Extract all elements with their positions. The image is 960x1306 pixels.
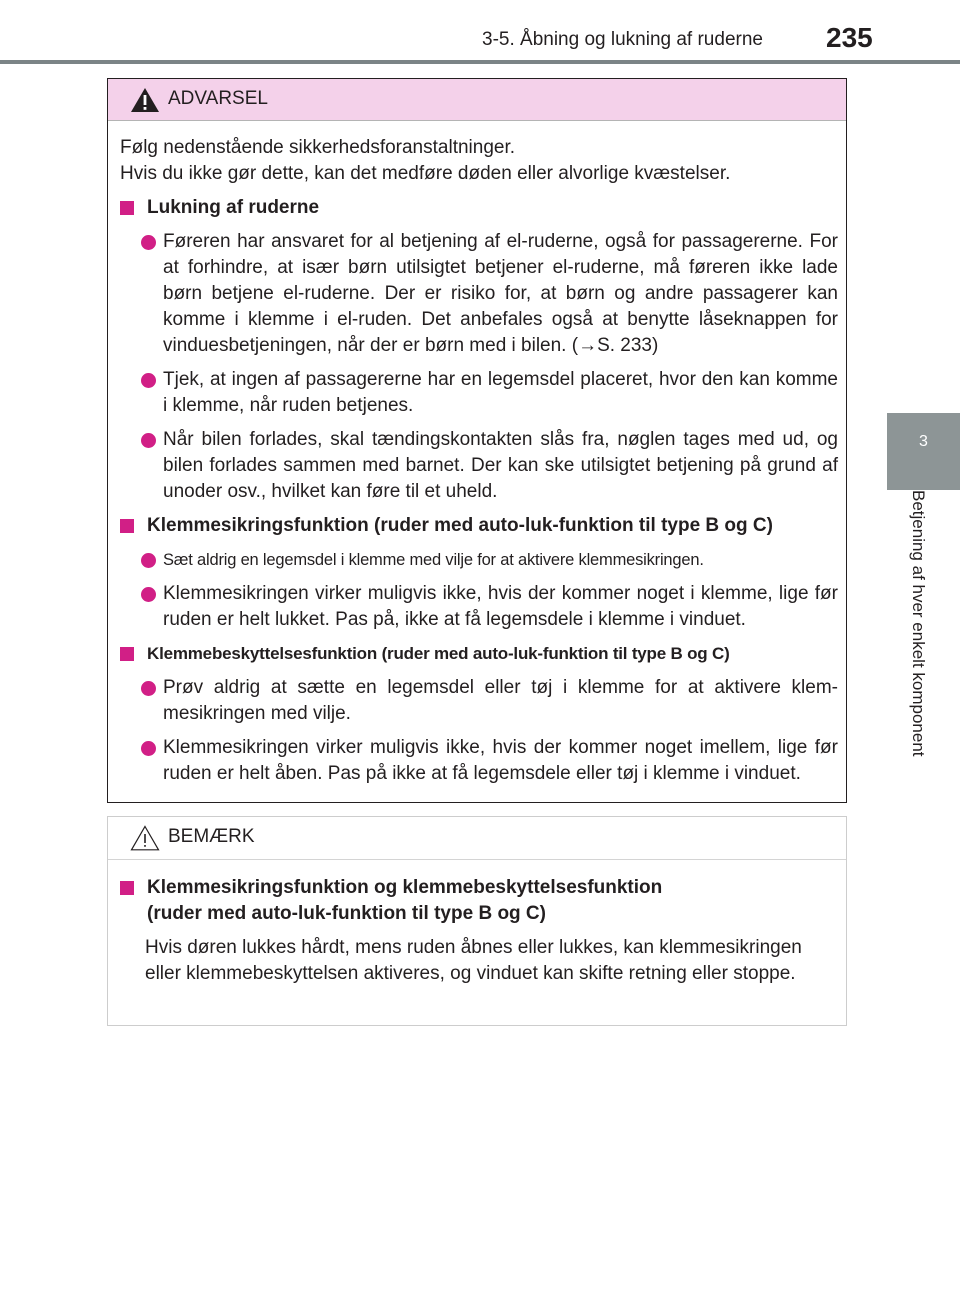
chapter-title: Betjening af hver enkelt komponent	[909, 490, 928, 757]
list-item	[120, 675, 838, 727]
round-bullet-icon	[141, 235, 156, 250]
round-bullet-icon	[141, 553, 156, 568]
warning-content	[120, 135, 838, 787]
warning-box	[107, 78, 847, 803]
square-bullet-icon	[120, 201, 134, 215]
round-bullet-icon	[141, 587, 156, 602]
section-heading-text: Lukning af ruderne	[147, 197, 320, 218]
note-label: BEMÆRK	[168, 826, 255, 847]
round-bullet-icon	[141, 681, 156, 696]
round-bullet-icon	[141, 741, 156, 756]
list-item	[120, 367, 838, 419]
square-bullet-icon	[120, 519, 134, 533]
section-heading	[120, 875, 838, 927]
round-bullet-icon	[141, 373, 156, 388]
list-item	[120, 427, 838, 505]
list-item-text: Føreren har ansvaret for al betjening af el-ruderne, også for passagererne. For at forhindre, at især børn utilsigtet betjener el-ruderne, må føreren ikke lade børn betjene el-ruderne. Der er risiko for, at børn og andre passagerer kan komme i klemme i el-ruden. Det anbefales også at benytte låseknappen for vinduesbetjeningen, når der er børn med i bilen. (→S. 233)	[163, 231, 838, 356]
section-heading	[120, 195, 838, 221]
warning-intro: Hvis du ikke gør dette, kan det medføre døden eller alvorlige kvæstelser.	[120, 163, 731, 184]
round-bullet-icon	[141, 433, 156, 448]
list-item	[120, 581, 838, 633]
list-item-text: Tjek, at ingen af passagererne har en legemsdel placeret, hvor den kan komme i klemme, når ruden betjenes.	[163, 369, 838, 416]
warning-triangle-icon	[130, 87, 160, 113]
section-title: 3-5. Åbning og lukning af ruderne	[482, 29, 763, 50]
section-heading-text: (ruder med auto-luk-funktion til type B og C)	[147, 903, 546, 924]
square-bullet-icon	[120, 647, 134, 661]
chapter-tab	[887, 413, 960, 490]
section-heading-text: Klemmebeskyttelsesfunktion (ruder med auto-luk-funktion til type B og C)	[147, 644, 730, 663]
warning-header	[108, 79, 846, 121]
section-heading	[120, 513, 838, 539]
section-heading-text: Klemmesikringsfunktion og klemmebeskyttelsesfunktion	[147, 877, 663, 898]
list-item-text: Når bilen forlades, skal tændingskontakten slås fra, nøglen tages med ud, og bilen forlades sammen med barnet. Der kan ske utilsigtet betjening på grund af unoder osv., hvilket kan føre til et uheld.	[163, 429, 838, 502]
note-box	[107, 816, 847, 1026]
page-number: 235	[826, 22, 873, 53]
list-item-text: Sæt aldrig en legemsdel i klemme med vilje for at aktivere klemmesikringen.	[163, 551, 704, 569]
chapter-number: 3	[919, 433, 928, 450]
note-content	[120, 875, 838, 987]
list-item-text: Klemmesikringen virker muligvis ikke, hvis der kommer noget i klemme, lige før ruden er helt lukket. Pas på, ikke at få legemsdele i klemme i vinduet.	[163, 583, 838, 630]
note-header	[108, 817, 846, 860]
warning-intro: Følg nedenstående sikkerhedsforanstaltninger.	[120, 137, 516, 158]
list-item-text: Klemmesikringen virker muligvis ikke, hvis der kommer noget imellem, lige før ruden er helt åben. Pas på ikke at få legemsdele eller tøj i klemme i vinduet.	[163, 737, 838, 784]
section-heading-text: Klemmesikringsfunktion (ruder med auto-luk-funktion til type B og C)	[147, 515, 773, 536]
header-divider	[0, 60, 960, 64]
caution-triangle-icon	[130, 825, 160, 851]
section-heading	[120, 641, 838, 667]
list-item	[120, 735, 838, 787]
list-item	[120, 229, 838, 359]
warning-label: ADVARSEL	[168, 88, 268, 109]
square-bullet-icon	[120, 881, 134, 895]
note-body: Hvis døren lukkes hårdt, mens ruden åbnes eller lukkes, kan klemmesikringen eller klemmebeskyttelsen aktiveres, og vinduet kan skifte retning eller stoppe.	[145, 937, 802, 984]
list-item	[120, 547, 838, 573]
page-header	[0, 0, 960, 66]
list-item-text: Prøv aldrig at sætte en legemsdel eller tøj i klemme for at aktivere klemmesikringen med vilje.	[163, 677, 838, 724]
